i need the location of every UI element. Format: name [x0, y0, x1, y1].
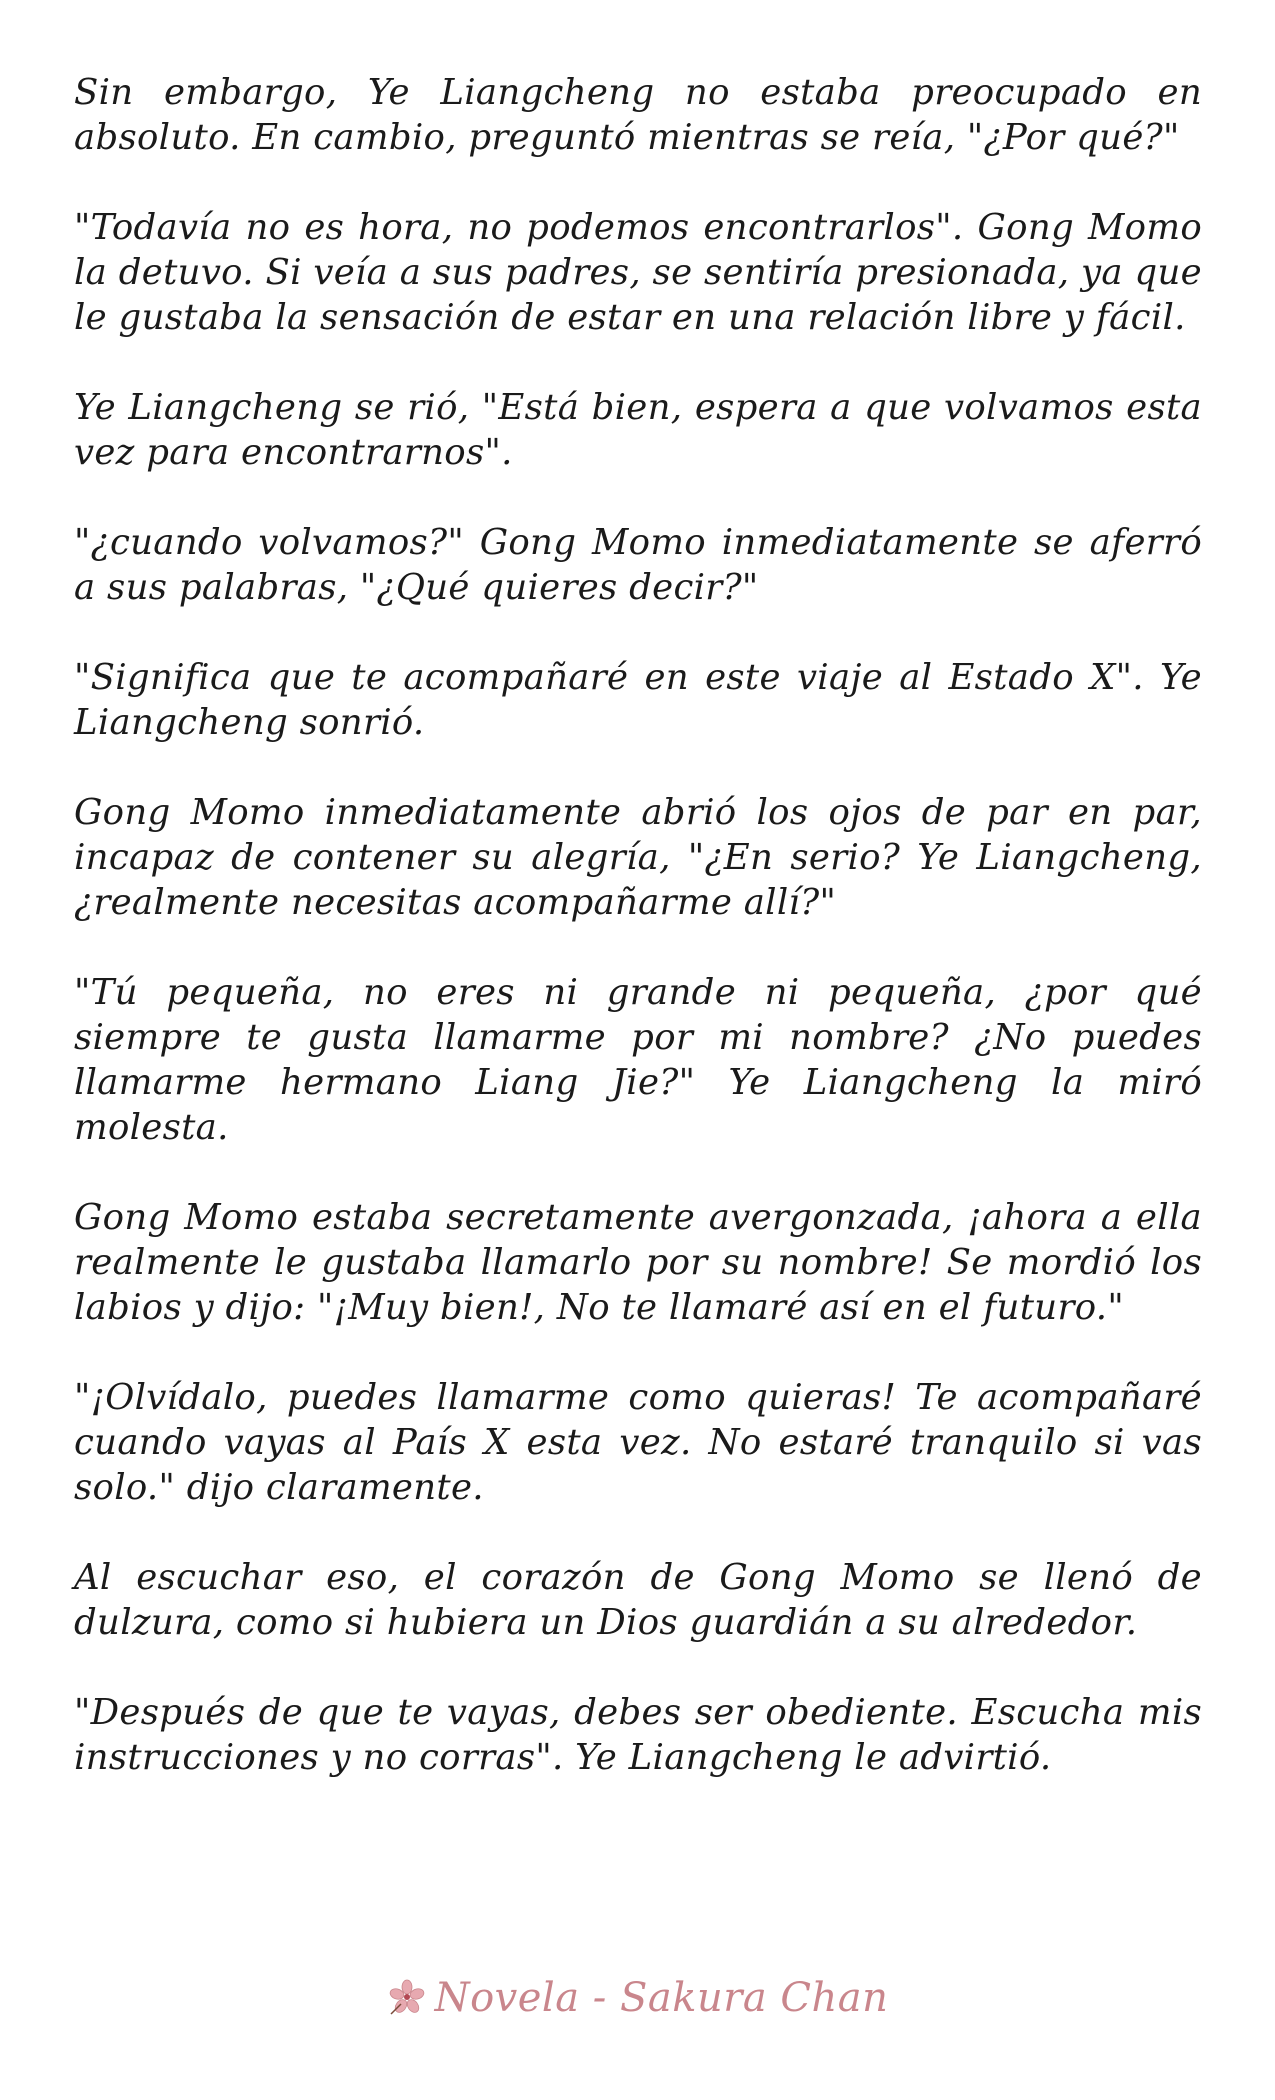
- watermark-footer: [0, 1975, 1275, 2021]
- paragraph-11: "Después de que te vayas, debes ser obediente. Escucha mis instrucciones y no corras". Ye Liangcheng le advirtió.: [74, 1692, 1202, 1778]
- paragraph-6: Gong Momo inmediatamente abrió los ojos de par en par, incapaz de contener su alegría, "¿En serio? Ye Liangcheng, ¿realmente necesitas acompañarme allí?": [74, 792, 1202, 923]
- paragraph-3: Ye Liangcheng se rió, "Está bien, espera a que volvamos esta vez para encontrarnos".: [74, 387, 1202, 473]
- paragraph-7: "Tú pequeña, no eres ni grande ni pequeña, ¿por qué siempre te gusta llamarme por mi nombre? ¿No puedes llamarme hermano Liang Jie?" Ye Liangcheng la miró molesta.: [74, 972, 1202, 1148]
- paragraph-5: "Significa que te acompañaré en este viaje al Estado X". Ye Liangcheng sonrió.: [74, 657, 1202, 743]
- paragraph-2: "Todavía no es hora, no podemos encontrarlos". Gong Momo la detuvo. Si veía a sus padres, se sentiría presionada, ya que le gustaba la sensación de estar en una relación libre y fácil.: [74, 207, 1202, 338]
- document-body: [74, 70, 1202, 1825]
- sakura-flower-icon: [387, 1978, 427, 2018]
- watermark-text: Novela - Sakura Chan: [434, 1975, 889, 2021]
- paragraph-10: Al escuchar eso, el corazón de Gong Momo se llenó de dulzura, como si hubiera un Dios guardián a su alrededor.: [74, 1557, 1202, 1643]
- paragraph-4: "¿cuando volvamos?" Gong Momo inmediatamente se aferró a sus palabras, "¿Qué quieres decir?": [74, 522, 1202, 608]
- paragraph-9: "¡Olvídalo, puedes llamarme como quieras! Te acompañaré cuando vayas al País X esta vez. No estaré tranquilo si vas solo." dijo claramente.: [74, 1377, 1202, 1508]
- paragraph-8: Gong Momo estaba secretamente avergonzada, ¡ahora a ella realmente le gustaba llamarlo por su nombre! Se mordió los labios y dijo: "¡Muy bien!, No te llamaré así en el futuro.": [74, 1197, 1202, 1328]
- paragraph-1: Sin embargo, Ye Liangcheng no estaba preocupado en absoluto. En cambio, preguntó mientras se reía, "¿Por qué?": [74, 72, 1202, 158]
